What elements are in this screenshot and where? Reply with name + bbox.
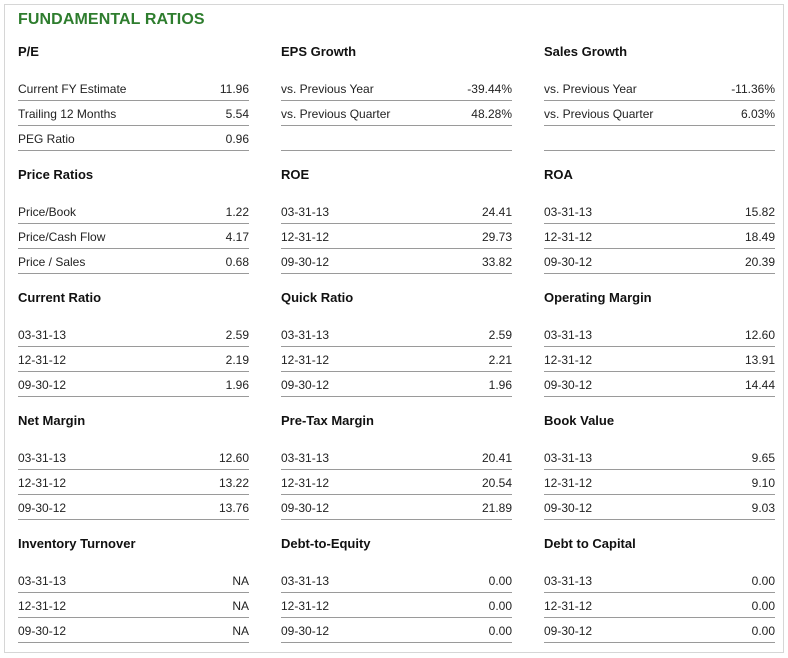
section-title: Net Margin	[18, 413, 86, 428]
ratio-row	[18, 249, 249, 274]
section-debt-to-equity	[281, 535, 512, 658]
row-value: 0.00	[488, 574, 512, 588]
section-quick-ratio	[281, 289, 512, 412]
ratio-row	[544, 618, 775, 643]
row-label: 03-31-13	[281, 451, 330, 465]
row-label: 12-31-12	[281, 599, 330, 613]
row-label: 03-31-13	[281, 574, 330, 588]
section-current-ratio	[18, 289, 249, 412]
ratio-row	[544, 76, 775, 101]
section-roa	[544, 166, 775, 289]
row-value: 9.03	[751, 501, 775, 515]
row-value: 2.21	[488, 353, 512, 367]
row-value: -39.44%	[467, 82, 512, 96]
ratio-row	[281, 568, 512, 593]
row-value: 0.00	[488, 599, 512, 613]
section-sales-growth	[544, 43, 775, 166]
row-label: 12-31-12	[18, 353, 67, 367]
ratio-row	[281, 347, 512, 372]
ratio-row	[281, 470, 512, 495]
row-value: 1.96	[488, 378, 512, 392]
section-title: Quick Ratio	[281, 290, 354, 305]
row-label: vs. Previous Quarter	[544, 107, 654, 121]
ratio-row	[281, 618, 512, 643]
ratio-row	[18, 445, 249, 470]
row-value: NA	[232, 599, 249, 613]
row-value: 13.76	[218, 501, 249, 515]
section-roe	[281, 166, 512, 289]
ratio-row	[544, 199, 775, 224]
section-title: Debt-to-Equity	[281, 536, 371, 551]
section-title: ROA	[544, 167, 573, 182]
ratio-row	[281, 372, 512, 397]
row-label: 03-31-13	[18, 451, 67, 465]
row-value: 0.68	[225, 255, 249, 269]
ratio-row	[18, 347, 249, 372]
section-title: ROE	[281, 167, 310, 182]
ratio-row	[18, 618, 249, 643]
row-value: 0.00	[751, 624, 775, 638]
row-value: NA	[232, 624, 249, 638]
row-label: 03-31-13	[18, 574, 67, 588]
ratio-row	[18, 224, 249, 249]
row-value: 18.49	[744, 230, 775, 244]
ratio-row	[18, 101, 249, 126]
ratio-row	[544, 101, 775, 126]
ratio-row	[544, 495, 775, 520]
section-title: EPS Growth	[281, 44, 357, 59]
fundamental-ratios-panel	[4, 4, 784, 653]
row-label: 12-31-12	[544, 476, 593, 490]
ratio-row	[281, 249, 512, 274]
ratio-row	[18, 76, 249, 101]
ratio-row	[18, 199, 249, 224]
ratio-row	[544, 372, 775, 397]
row-value: 20.54	[481, 476, 512, 490]
row-label: 12-31-12	[18, 476, 67, 490]
row-label: 12-31-12	[281, 353, 330, 367]
row-value: 24.41	[481, 205, 512, 219]
section-title: Current Ratio	[18, 290, 102, 305]
ratio-row	[18, 495, 249, 520]
ratio-row	[18, 593, 249, 618]
ratio-row-empty	[281, 126, 512, 151]
row-value: 4.17	[225, 230, 249, 244]
row-value: 0.00	[488, 624, 512, 638]
row-label: vs. Previous Quarter	[281, 107, 391, 121]
section-pe	[18, 43, 249, 166]
row-value: 2.59	[488, 328, 512, 342]
section-title: P/E	[18, 44, 39, 59]
row-label: 03-31-13	[281, 205, 330, 219]
row-label: 12-31-12	[18, 599, 67, 613]
row-label: 09-30-12	[18, 378, 67, 392]
row-value: 20.41	[481, 451, 512, 465]
section-title: Operating Margin	[544, 290, 652, 305]
row-value: 13.22	[218, 476, 249, 490]
section-net-margin	[18, 412, 249, 535]
section-book-value	[544, 412, 775, 535]
row-value: 48.28%	[471, 107, 512, 121]
ratio-row	[281, 593, 512, 618]
section-title: Sales Growth	[544, 44, 628, 59]
row-label: 03-31-13	[281, 328, 330, 342]
ratio-row	[18, 372, 249, 397]
row-label: 09-30-12	[18, 624, 67, 638]
section-debt-to-capital	[544, 535, 775, 658]
row-label: 03-31-13	[544, 328, 593, 342]
row-label: 03-31-13	[18, 328, 67, 342]
row-value: 5.54	[225, 107, 249, 121]
row-value: 1.96	[225, 378, 249, 392]
row-value: 13.91	[744, 353, 775, 367]
ratio-row	[18, 322, 249, 347]
row-value: 12.60	[744, 328, 775, 342]
ratio-row	[544, 568, 775, 593]
section-price-ratios	[18, 166, 249, 289]
row-label: 12-31-12	[281, 476, 330, 490]
panel-title: FUNDAMENTAL RATIOS	[18, 11, 205, 28]
row-label: 09-30-12	[281, 255, 330, 269]
row-value: 21.89	[481, 501, 512, 515]
ratio-row	[281, 322, 512, 347]
row-label: Price / Sales	[18, 255, 86, 269]
row-label: 09-30-12	[18, 501, 67, 515]
row-value: -11.36%	[731, 82, 775, 96]
row-value: 2.59	[225, 328, 249, 342]
ratio-row-empty	[544, 126, 775, 151]
ratios-grid	[18, 43, 775, 658]
row-value: 1.22	[225, 205, 249, 219]
row-label: 03-31-13	[544, 574, 593, 588]
row-value: 14.44	[744, 378, 775, 392]
ratio-row	[18, 568, 249, 593]
row-label: 09-30-12	[281, 378, 330, 392]
row-label: 12-31-12	[544, 353, 593, 367]
section-title: Price Ratios	[18, 167, 94, 182]
row-label: vs. Previous Year	[281, 82, 374, 96]
row-label: 09-30-12	[544, 378, 593, 392]
section-eps-growth	[281, 43, 512, 166]
row-value: 29.73	[481, 230, 512, 244]
ratio-row	[281, 224, 512, 249]
ratio-row	[544, 470, 775, 495]
ratio-row	[281, 445, 512, 470]
ratio-row	[544, 593, 775, 618]
section-title: Debt to Capital	[544, 536, 636, 551]
row-value: 12.60	[218, 451, 249, 465]
row-label: 09-30-12	[281, 501, 330, 515]
row-value: 15.82	[744, 205, 775, 219]
row-label: vs. Previous Year	[544, 82, 637, 96]
row-label: 09-30-12	[544, 624, 593, 638]
row-label: Price/Book	[18, 205, 77, 219]
section-title: Inventory Turnover	[18, 536, 136, 551]
ratio-row	[544, 249, 775, 274]
ratio-row	[18, 126, 249, 151]
row-value: 0.00	[751, 574, 775, 588]
row-value: 9.65	[751, 451, 775, 465]
row-label: 12-31-12	[544, 599, 593, 613]
row-value: 20.39	[744, 255, 775, 269]
ratio-row	[281, 76, 512, 101]
row-label: 12-31-12	[544, 230, 593, 244]
row-label: Price/Cash Flow	[18, 230, 106, 244]
row-label: 09-30-12	[544, 501, 593, 515]
section-operating-margin	[544, 289, 775, 412]
section-title: Pre-Tax Margin	[281, 413, 374, 428]
section-inventory-turnover	[18, 535, 249, 658]
row-value: 11.96	[219, 82, 249, 96]
row-label: 09-30-12	[281, 624, 330, 638]
row-value: 2.19	[225, 353, 249, 367]
row-value: NA	[232, 574, 249, 588]
ratio-row	[544, 347, 775, 372]
row-value: 0.96	[225, 132, 249, 146]
row-label: 03-31-13	[544, 451, 593, 465]
row-label: PEG Ratio	[18, 132, 75, 146]
row-label: 09-30-12	[544, 255, 593, 269]
row-label: 03-31-13	[544, 205, 593, 219]
ratio-row	[18, 470, 249, 495]
row-value: 6.03%	[740, 107, 775, 121]
ratio-row	[281, 101, 512, 126]
ratio-row	[544, 224, 775, 249]
ratio-row	[544, 445, 775, 470]
row-value: 33.82	[481, 255, 512, 269]
ratio-row	[281, 199, 512, 224]
section-title: Book Value	[544, 413, 615, 428]
section-pre-tax-margin	[281, 412, 512, 535]
row-label: Current FY Estimate	[18, 82, 127, 96]
row-label: Trailing 12 Months	[18, 107, 117, 121]
ratio-row	[281, 495, 512, 520]
row-value: 0.00	[751, 599, 775, 613]
ratio-row	[544, 322, 775, 347]
row-value: 9.10	[751, 476, 775, 490]
row-label: 12-31-12	[281, 230, 330, 244]
